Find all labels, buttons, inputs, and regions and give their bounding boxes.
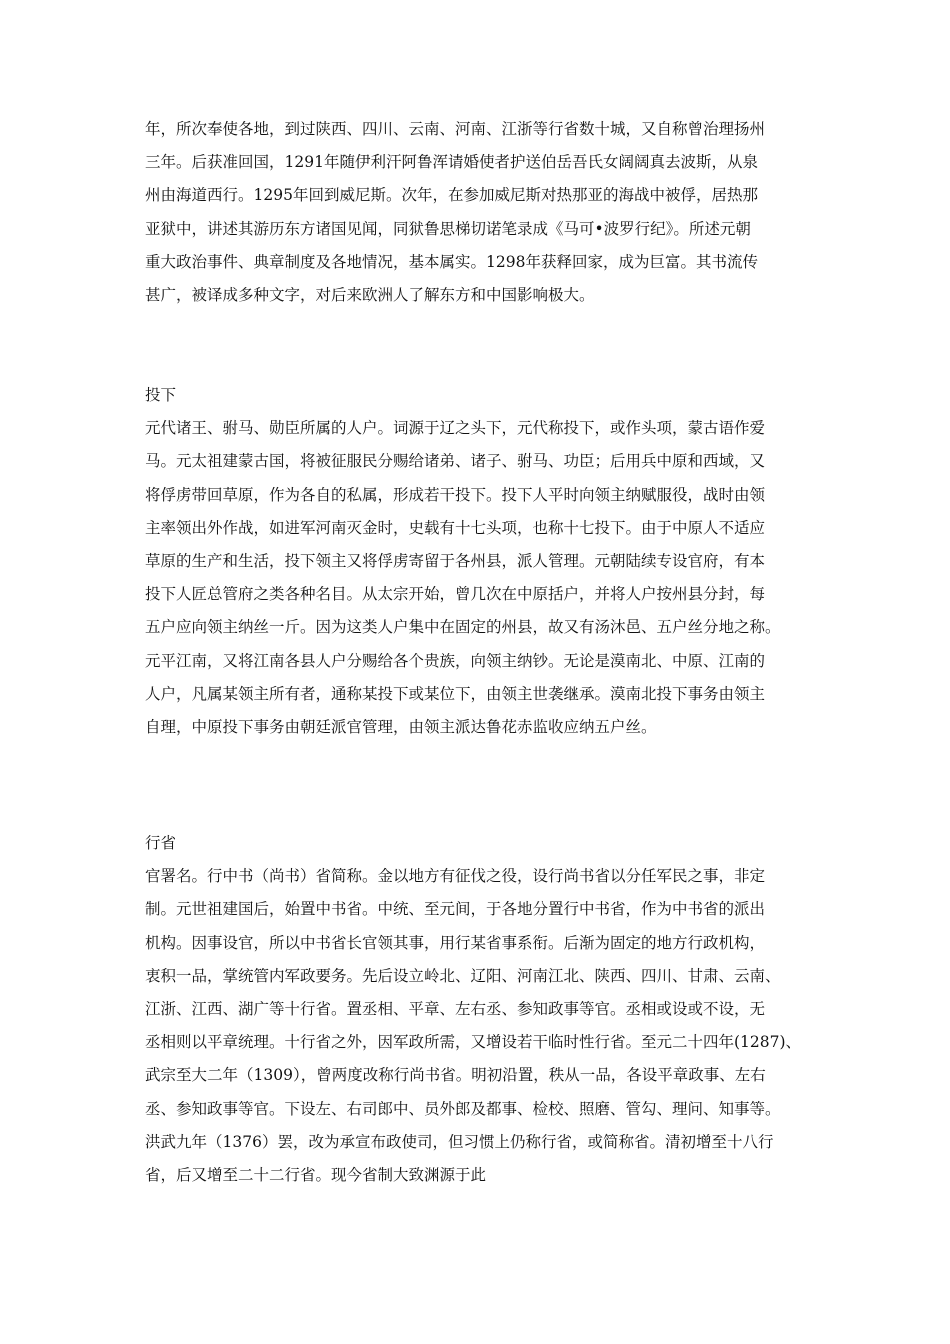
text-line: 元平江南，又将江南各县人户分赐给各个贵族，向领主纳钞。无论是漠南北、中原、江南的 xyxy=(145,651,766,670)
section-touxia xyxy=(145,379,815,744)
text-line: 洪武九年（1376）罢，改为承宣布政使司，但习惯上仍称行省，或简称省。清初增至十八行 xyxy=(145,1132,774,1151)
text-line: 官署名。行中书（尚书）省简称。金以地方有征伐之役，设行尚书省以分任军民之事，非定 xyxy=(145,867,766,886)
text-line: 三年。后获准回国，1291年随伊利汗阿鲁浑请婚使者护送伯岳吾氏女阔阔真去波斯，从泉 xyxy=(145,153,758,172)
text-line: 衷积一品，掌统管内军政要务。先后设立岭北、辽阳、河南江北、陕西、四川、甘肃、云南、 xyxy=(145,966,781,985)
text-line: 丞、参知政事等官。下设左、右司郎中、员外郎及都事、检校、照磨、管勾、理问、知事等。 xyxy=(145,1099,781,1118)
text-line: 丞相则以平章统理。十行省之外，因军政所需，又增设若干临时性行省。至元二十四年(1287)、 xyxy=(145,1033,802,1052)
text-line: 年，所次奉使各地，到过陕西、四川、云南、河南、江浙等行省数十城，又自称曾治理扬州 xyxy=(145,120,766,138)
section-heading: 行省 xyxy=(145,834,177,852)
text-line: 州由海道西行。1295年回到威尼斯。次年，在参加威尼斯对热那亚的海战中被俘，居热那 xyxy=(145,186,758,205)
text-line: 机构。因事设官，所以中书省长官领其事，用行某省事系衔。后渐为固定的地方行政机构， xyxy=(145,933,766,952)
paragraph-marco-polo xyxy=(145,113,815,312)
section-xingsheng xyxy=(145,827,815,1192)
text-line: 甚广，被译成多种文字，对后来欧洲人了解东方和中国影响极大。 xyxy=(145,285,595,304)
text-line: 投下人匠总管府之类各种名目。从太宗开始，曾几次在中原括户，并将人户按州县分封，每 xyxy=(145,585,766,604)
text-line: 将俘虏带回草原，作为各自的私属，形成若干投下。投下人平时向领主纳赋服役，战时由领 xyxy=(145,485,766,504)
text-line: 马。元太祖建蒙古国，将被征服民分赐给诸弟、诸子、驸马、功臣；后用兵中原和西域，又 xyxy=(145,452,766,471)
text-line: 自理，中原投下事务由朝廷派官管理，由领主派达鲁花赤监收应纳五户丝。 xyxy=(145,717,657,736)
section-heading: 投下 xyxy=(145,386,177,404)
text-line: 制。元世祖建国后，始置中书省。中统、至元间，于各地分置行中书省，作为中书省的派出 xyxy=(145,900,766,919)
text-line: 重大政治事件、典章制度及各地情况，基本属实。1298年获释回家，成为巨富。其书流传 xyxy=(145,252,758,271)
text-line: 元代诸王、驸马、勋臣所属的人户。词源于辽之头下，元代称投下，或作头项，蒙古语作爱 xyxy=(145,419,766,438)
text-line: 武宗至大二年（1309），曾两度改称行尚书省。明初沿置，秩从一品，各设平章政事、左右 xyxy=(145,1066,766,1085)
text-line: 省，后又增至二十二行省。现今省制大致渊源于此 xyxy=(145,1165,487,1184)
text-line: 人户，凡属某领主所有者，通称某投下或某位下，由领主世袭继承。漠南北投下事务由领主 xyxy=(145,684,766,703)
text-line: 亚狱中，讲述其游历东方诸国见闻，同狱鲁思梯切诺笔录成《马可•波罗行纪》。所述元朝 xyxy=(145,219,751,238)
text-line: 草原的生产和生活，投下领主又将俘虏寄留于各州县，派人管理。元朝陆续专设官府，有本 xyxy=(145,551,766,570)
text-line: 五户应向领主纳丝一斤。因为这类人户集中在固定的州县，故又有汤沐邑、五户丝分地之称。 xyxy=(145,618,781,637)
text-line: 主率领出外作战，如进军河南灭金时，史载有十七头项，也称十七投下。由于中原人不适应 xyxy=(145,518,766,537)
text-line: 江浙、江西、湖广等十行省。置丞相、平章、左右丞、参知政事等官。丞相或设或不设，无 xyxy=(145,999,766,1018)
